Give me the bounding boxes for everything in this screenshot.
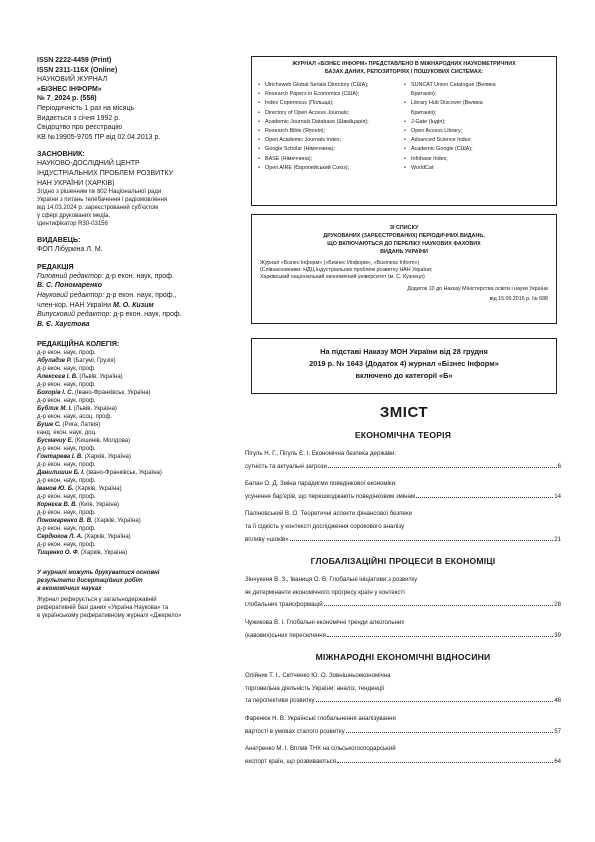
board-member-place: (Івано-Франківськ, Україна) (73, 390, 151, 397)
toc-section-title: МІЖНАРОДНІ ЕКОНОМІЧНІ ВІДНОСИНИ (315, 652, 491, 663)
board-member-degree: д-р екон. наук, проф. (37, 542, 96, 549)
catalog-heading: ЩО ВКЛЮЧАЮТЬСЯ ДО ПЕРЕЛІКУ НАУКОВИХ ФАХОВИХ (327, 241, 481, 247)
founder-note: у сфері друкованих медіа. (37, 213, 111, 220)
notice-text: Журнал реферується у загальнодержавній (37, 597, 157, 604)
toc-page-number: 6 (557, 462, 561, 470)
catalog-box (251, 214, 557, 324)
board-heading: РЕДАКЦІЙНА КОЛЕГІЯ: (37, 339, 120, 349)
indexing-item: • Academic Google (США); (404, 145, 504, 154)
indexing-item: • Advanced Science Index; (404, 136, 504, 145)
toc-entry-line: Олійник Т. І., Скітченко Ю. О. Зовнішньоекономічна (245, 672, 391, 680)
toc-entry-last-line (245, 630, 561, 643)
notice-text: реферативній базі даних «Україна Наукова» та (37, 605, 169, 612)
board-member (37, 517, 223, 525)
catalog-order: Додаток 10 до Наказу Міністерства освіти і науки України (407, 285, 548, 292)
publisher-name: ФОП Лібуркіна Л. М. (37, 246, 103, 254)
board-member (37, 533, 223, 541)
toc-entry-line: Пігуль Н. Г., Пігуль Є. І. Економічна безпека держави: (245, 450, 397, 457)
founder-note: Ідентифікатор R30-03156 (37, 221, 108, 228)
chief-editor-name: В. С. Пономаренко (37, 282, 102, 290)
toc-entry-line: Балан О. Д. Зміна парадигми поведінкової економіки: (245, 480, 397, 488)
board-member-degree: д-р екон. наук, проф. (37, 526, 96, 533)
indexing-item: • Research Papers in Economics (США); (258, 90, 408, 99)
toc-entry (245, 670, 561, 708)
board-member (37, 405, 223, 413)
toc-entry (245, 743, 561, 768)
catalog-body: (Співзасновники: НДЦ індустріальних проблем розвитку НАН України; (260, 267, 433, 274)
board-member-name: Іванов Ю. Б. (37, 486, 74, 493)
indexing-item: • WorldCat (404, 164, 504, 173)
indexing-box (251, 56, 557, 206)
founder-heading: ЗАСНОВНИК: (37, 149, 85, 159)
founder-note: України з питань телебачення і радіомовлення (37, 197, 168, 204)
toc-entry (245, 508, 561, 546)
chief-editor-degree: д-р екон. наук, проф. (103, 272, 174, 280)
board-member-name: Пономаренко В. В. (37, 518, 93, 525)
catalog-heading: ЗІ СПИСКУ (389, 225, 419, 231)
founder-note: Згідно з рішенням № 802 Національної ради (37, 189, 162, 196)
board-member-degree: д-р екон. наук, проф. (37, 462, 96, 469)
indexing-item: • Open Access Library; (404, 127, 504, 136)
toc-entry-line: Чужикова В. І. Глобальні економічні тренди алкогольних (245, 618, 405, 626)
board-member-name: Буше С. (37, 422, 61, 429)
science-editor-degree2: член-кор. НАН України (37, 301, 114, 309)
catalog-body: Харківський національний економічний університет (м. С. Кузнеця) (260, 274, 425, 281)
board-member-name: Гонтарева І. В. (37, 454, 83, 461)
notice-bold: результати дисертаційних робіт (37, 578, 143, 585)
issn-online: ISSN 2311-116Х (Online) (37, 66, 118, 74)
indexing-item: • Infobase Index; (404, 155, 504, 164)
indexing-item: • Research Bible (Японія); (258, 127, 408, 136)
board-member-degree: канд. екон. наук, доц. (37, 430, 97, 437)
board-member-place: (Львів, Україна) (72, 406, 117, 413)
toc-leader-dots (327, 636, 553, 637)
toc-entry-line: Фаренюк Н. В. Українські глобальнення аналізування (245, 714, 396, 722)
journal-name: «БІЗНЕС ІНФОРМ» (37, 85, 102, 93)
toc-entry-line: торговельна діяльність України: аналіз, тенденції (245, 684, 385, 692)
toc-leader-dots (290, 540, 554, 541)
toc-entry-line: експорт країн, що розвиваються (245, 757, 336, 765)
toc-page-number: 21 (554, 535, 561, 543)
board-member-place: (Харків, Україна) (73, 486, 122, 493)
toc-leader-dots (328, 467, 557, 468)
catalog-body: Журнал «Бізнес Інформ» («Бизнес Информ», «Business Inform») (260, 260, 420, 266)
toc-entry (245, 574, 561, 612)
toc-leader-dots (346, 732, 554, 733)
toc-leader-dots (324, 605, 554, 606)
founder-line: НАН УКРАЇНИ (ХАРКІВ) (37, 179, 115, 187)
indexing-item: • J-Gate (Індія); (404, 118, 504, 127)
toc-entry-last-line (245, 756, 561, 769)
indexing-item: • Google Scholar (Німеччина); (258, 145, 408, 154)
science-editor-degree: д-р екон. наук, проф., (104, 291, 177, 299)
indexing-list-right (404, 81, 504, 173)
toc-entry-last-line (245, 599, 561, 612)
toc-leader-dots (316, 701, 554, 702)
registration-certificate: Свідоцтво про реєстрацію (37, 124, 123, 132)
board-member (37, 389, 223, 397)
indexing-item: • Open Academic Journals Index; (258, 136, 408, 145)
board-member-place: (Харків, Україна) (82, 454, 131, 461)
notice-bold: в економічних науках (37, 586, 102, 593)
board-member-degree: д-р екон. наук, проф. (37, 446, 96, 453)
toc-page-number: 48 (554, 697, 561, 705)
board-member-degree: д-р екон. наук, проф. (37, 350, 96, 357)
indexing-item: • Index Copernicus (Польща); (258, 99, 408, 108)
notice-bold: У журналі можуть друкуватися основні (37, 570, 160, 577)
toc-section-title: ЕКОНОМІЧНА ТЕОРІЯ (354, 430, 452, 440)
toc-page-number: 64 (554, 757, 561, 765)
board-member-name: Бусмачиу Е. (37, 438, 74, 445)
toc-entry-line: (кавових)сьних переселення (245, 631, 326, 639)
board-member-degree: д-р екон. наук, проф. (37, 510, 96, 517)
toc-entry-line: Анатренко М. І. Вплив ТНК на сільськогосподарський (245, 745, 396, 753)
board-member-name: Алексєєв І. В. (37, 374, 78, 381)
toc-entry (245, 478, 561, 503)
indexing-item: • SUNCAT Union Catalogue (Велика Британія); (404, 81, 504, 99)
toc-leader-dots (337, 762, 553, 763)
board-member-name: Данилишин Б. І. (37, 470, 85, 477)
toc-entry-last-line (245, 695, 561, 708)
board-member-name: Бублик М. І. (37, 406, 72, 413)
indexing-heading: ЖУРНАЛ «БІЗНЕС ІНФОРМ» ПРЕДСТАВЛЕНО В МІЖНАРОДНИХ НАУКОМЕТРИЧНИХ (292, 61, 516, 67)
board-member-name: Абуладзе Р. (37, 358, 72, 365)
contents-title-text: ЗМІСТ (379, 404, 429, 421)
chief-editor-role: Головний редактор: (37, 272, 104, 280)
board-member-place: (Рига, Латвія) (60, 422, 101, 429)
board-member (37, 421, 223, 429)
board-member (37, 437, 223, 445)
toc-entry-line: глобальних трансформацій (245, 601, 323, 609)
toc-entry-last-line (245, 726, 561, 739)
board-member-degree: д-р екон. наук, проф. (37, 494, 96, 501)
board-member-name: Тищенко О. Ф. (37, 550, 80, 557)
board-member-name: Бохорів І. С. (37, 390, 74, 397)
toc-page-number: 57 (554, 727, 561, 735)
board-member (37, 453, 223, 461)
founder-line: ІНДУСТРІАЛЬНИХ ПРОБЛЕМ РОЗВИТКУ (37, 169, 174, 177)
board-member-place: (Батумі, Грузія) (71, 358, 116, 365)
catalog-heading: ВИДАНЬ УКРАЇНИ (380, 249, 428, 255)
notice-text: в українському реферативному журналі «Джерело» (37, 613, 182, 620)
indexing-item: • Library Hub Discover (Велика Британія); (404, 99, 504, 117)
board-member-place: (Харків, Україна) (79, 550, 128, 557)
toc-leader-dots (416, 497, 553, 498)
indexing-heading: БАЗАХ ДАНИХ, РЕПОЗИТОРІЯХ І ПОШУКОВИХ СИСТЕМАХ: (324, 69, 484, 75)
board-member (37, 501, 223, 509)
board-member-name: Корнєєв В. В. (37, 502, 78, 509)
journal-kind: НАУКОВИЙ ЖУРНАЛ (37, 76, 108, 84)
indexing-item: • Ulrichsweb Global Serials Directory (США); (258, 81, 408, 90)
indexing-item: • Directory of Open Access Journals; (258, 109, 408, 118)
indexing-item: • BASE (Німеччина); (258, 155, 408, 164)
board-member-place: (Київ, Україна) (77, 502, 119, 509)
board-member (37, 357, 223, 365)
toc-page-number: 39 (554, 631, 561, 639)
board-member-degree: д-р екон. наук, проф. (37, 398, 96, 405)
executive-editor-name: В. Є. Хаустова (37, 320, 90, 328)
board-member-place: (Харків, Україна) (92, 518, 141, 525)
board-member-place: (Івано-Франківськ, Україна) (84, 470, 162, 477)
left-column (37, 56, 223, 620)
catalog-heading: ДРУКОВАНИХ (ЗАРЕЄСТРОВАНИХ) ПЕРІОДИЧНИХ ВИДАНЬ, (323, 233, 485, 239)
toc-section-title: ГЛОБАЛІЗАЦІЙНІ ПРОЦЕСИ В ЕКОНОМІЦІ (310, 556, 496, 567)
founder-line: НАУКОВО-ДОСЛІДНИЙ ЦЕНТР (37, 160, 140, 168)
toc-entry-line: Паліновський В. О. Теоретичні аспекти фінансової безпеки (245, 510, 412, 518)
toc-entry-line: та перспективи розвитку (245, 697, 315, 705)
board-member (37, 549, 223, 557)
editorial-heading: РЕДАКЦІЯ (37, 261, 74, 271)
decree-line: 2019 р. № 1643 (Додаток 4) журнал «Бізнес Інформ» (309, 359, 499, 368)
toc-entry-last-line (245, 491, 561, 504)
toc-entry (245, 713, 561, 738)
registration-number: КВ №19905-9705 ПР від 02.04.2013 р. (37, 133, 161, 141)
table-of-contents (245, 428, 561, 773)
toc-page-number: 14 (554, 492, 561, 500)
toc-entry (245, 448, 561, 473)
founder-note: від 14.03.2024 р. зареєстрований суб'єктом (37, 205, 158, 212)
toc-entry-line: усунення бар'єрів, що перешкоджають поведінковим змінам (245, 492, 416, 500)
executive-editor-degree: д-р екон. наук, проф. (111, 311, 182, 319)
published-since: Видається з січня 1992 р. (37, 114, 121, 122)
frequency: Періодичність 1 раз на місяць (37, 104, 135, 112)
board-member-degree: д-р екон. наук, проф. (37, 382, 96, 389)
toc-entry-line: сутність та актуальні загрози (245, 462, 327, 470)
issn-print: ISSN 2222-4459 (Print) (37, 57, 112, 64)
board-member-degree: д-р екон. наук, асоц. проф. (37, 414, 113, 421)
science-editor-role: Науковий редактор: (37, 291, 105, 299)
indexing-list-left (258, 81, 408, 173)
toc-page-number: 28 (554, 601, 561, 609)
indexing-item: • Open AIRE (Європейський Союз); (258, 164, 408, 173)
toc-entry-line: як детермінанти економічного прогресу країн у контексті (245, 588, 405, 596)
board-list (37, 349, 223, 557)
contents-title (251, 404, 557, 422)
toc-entry-last-line (245, 461, 561, 474)
board-member-place: (Львів, Україна) (77, 374, 123, 381)
decree-box (251, 338, 557, 394)
toc-entry-line: Зінчукеня В. З., Іваниця О. В. Глобальні ініціативи з розвитку (245, 576, 418, 584)
board-member-place: (Кишинів, Молдова) (73, 438, 131, 445)
board-member-place: (Харків, Україна) (82, 534, 131, 541)
toc-entry-line: та її сідкість у контексті дослідження сорокового аналізу (245, 522, 405, 530)
board-member-name: Сердюков Л. А. (37, 534, 83, 541)
science-editor-name: М. О. Кизим (113, 301, 154, 309)
catalog-date: від 15.06.2016 р. № 688 (489, 295, 548, 302)
toc-entry (245, 617, 561, 642)
issue-number: № 7_2024 р. (558) (37, 95, 97, 103)
publisher-heading: ВИДАВЕЦЬ: (37, 235, 81, 245)
board-member-degree: д-р екон. наук, проф. (37, 478, 96, 485)
board-member (37, 373, 223, 381)
toc-entry-last-line (245, 534, 561, 547)
board-member-degree: д-р екон. наук, проф. (37, 366, 96, 373)
board-member (37, 469, 223, 477)
decree-line: На підставі Наказу МОН України від 28 грудня (320, 347, 488, 356)
toc-entry-line: вартості в умовах сталого розвитку (245, 727, 345, 735)
board-member (37, 485, 223, 493)
executive-editor-role: Випусковий редактор: (37, 311, 112, 319)
decree-line: включено до категорії «Б» (355, 371, 453, 380)
indexing-item: • Academic Journals Database (Швейцарія); (258, 118, 408, 127)
toc-entry-line: впливу «шоків» (245, 535, 289, 543)
